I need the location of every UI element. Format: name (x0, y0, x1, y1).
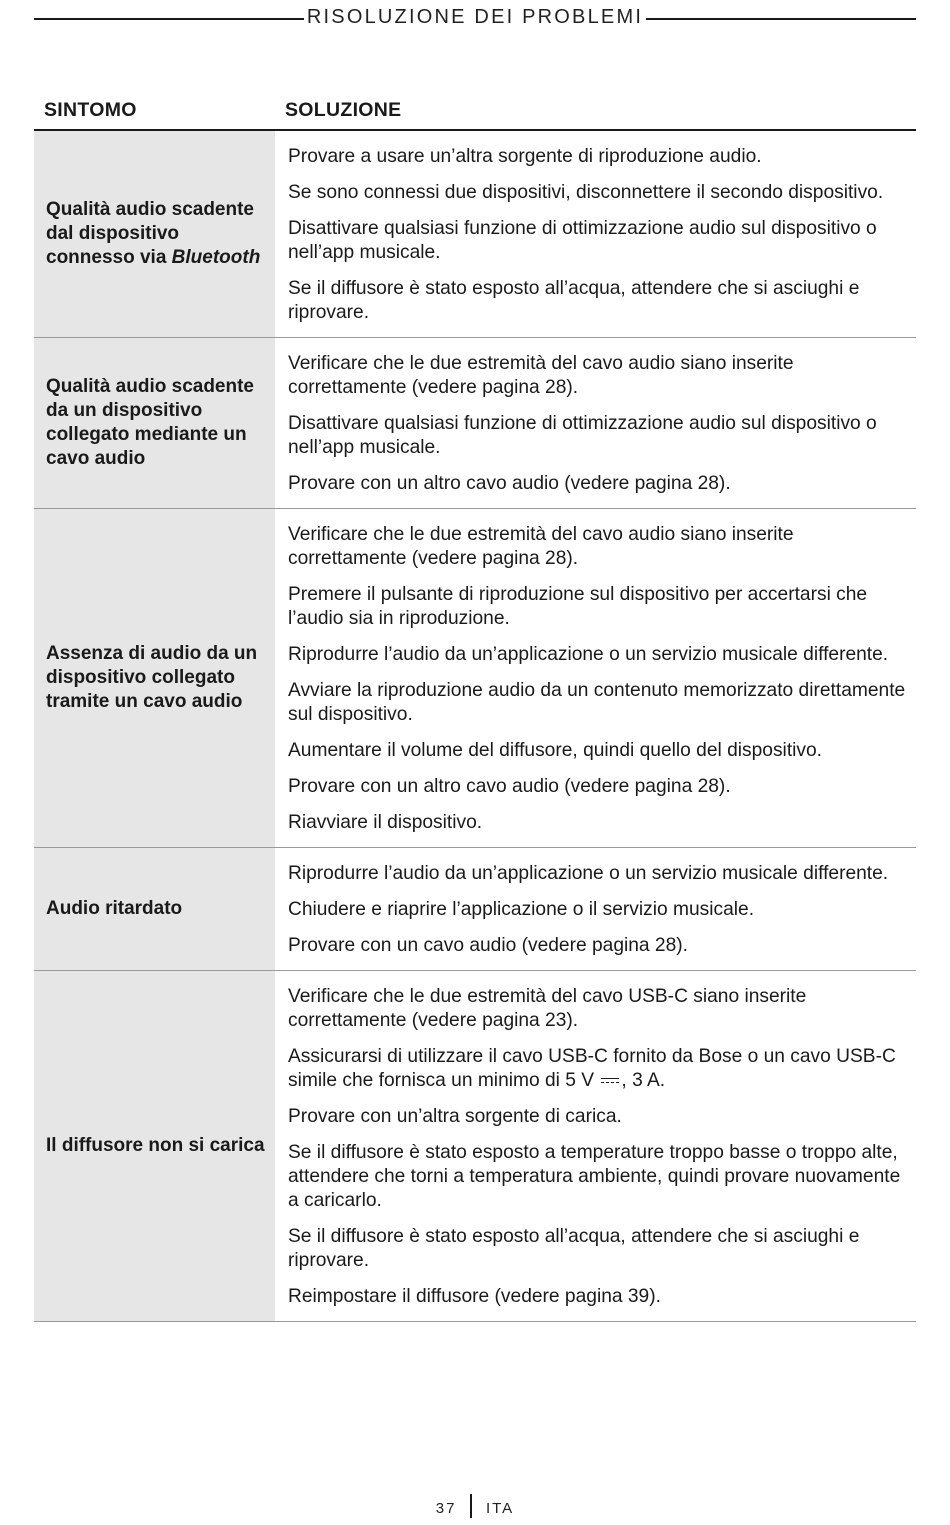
table-row (34, 509, 916, 848)
table-row (34, 971, 916, 1322)
solution-item: Verificare che le due estremità del cavo USB-C siano inserite correttamente (vedere pagina 23). (288, 986, 807, 1031)
solution-item: Se il diffusore è stato esposto all’acqua, attendere che si asciughi e riprovare. (288, 1226, 860, 1271)
solution-item: Verificare che le due estremità del cavo audio siano inserite correttamente (vedere pagina 28). (288, 353, 794, 398)
column-header-symptom: SINTOMO (44, 99, 137, 121)
solution-item-suffix: , 3 A. (621, 1070, 666, 1091)
solution-item-text: Assicurarsi di utilizzare il cavo USB-C fornito da Bose o un cavo USB-C simile che fornisca un minimo di 5 V (288, 1046, 896, 1091)
solution-item: Disattivare qualsiasi funzione di ottimizzazione audio sul dispositivo o nell’app musicale. (288, 413, 877, 458)
solution-item: Verificare che le due estremità del cavo audio siano inserite correttamente (vedere pagina 28). (288, 524, 794, 569)
symptom-cell (34, 848, 275, 970)
solution-item: Provare con un altro cavo audio (vedere pagina 28). (288, 776, 731, 797)
symptom-text: Qualità audio scadente da un dispositivo collegato mediante un cavo audio (46, 376, 254, 469)
solution-item: Premere il pulsante di riproduzione sul dispositivo per accertarsi che l’audio sia in riproduzione. (288, 584, 868, 629)
column-header-solution: SOLUZIONE (285, 99, 402, 121)
solution-cell (275, 338, 916, 508)
header-rule-right (646, 18, 916, 20)
troubleshooting-table (34, 95, 916, 1322)
solution-item: Riprodurre l’audio da un’applicazione o un servizio musicale differente. (288, 644, 889, 665)
symptom-text-italic: Bluetooth (171, 247, 261, 268)
dc-current-icon (600, 1076, 620, 1086)
solution-cell (275, 848, 916, 970)
section-header (34, 0, 916, 38)
solution-cell (275, 509, 916, 847)
section-title: RISOLUZIONE DEI PROBLEMI (306, 6, 644, 28)
table-header (34, 95, 916, 131)
table-row (34, 338, 916, 509)
symptom-text: Il diffusore non si carica (46, 1135, 265, 1156)
symptom-cell (34, 131, 275, 337)
solution-item: Provare con un’altra sorgente di carica. (288, 1106, 622, 1127)
page-number: 37 (435, 1499, 457, 1517)
symptom-text: Assenza di audio da un dispositivo collegato tramite un cavo audio (46, 643, 258, 712)
page-footer (0, 1497, 950, 1521)
solution-item: Avviare la riproduzione audio da un contenuto memorizzato direttamente sul dispositivo. (288, 680, 906, 725)
solution-item: Riavviare il dispositivo. (288, 812, 483, 833)
symptom-cell (34, 971, 275, 1321)
footer-separator (470, 1494, 472, 1518)
solution-item: Provare a usare un’altra sorgente di riproduzione audio. (288, 146, 762, 167)
solution-item (288, 1045, 906, 1093)
solution-item: Se sono connessi due dispositivi, disconnettere il secondo dispositivo. (288, 182, 884, 203)
symptom-text: Qualità audio scadente dal dispositivo connesso via (46, 199, 254, 268)
table-row (34, 848, 916, 971)
symptom-cell (34, 338, 275, 508)
solution-item: Se il diffusore è stato esposto a temperature troppo basse o troppo alte, attendere che torni a temperatura ambiente, quindi provare nuovamente a caricarlo. (288, 1142, 901, 1211)
solution-item: Se il diffusore è stato esposto all’acqua, attendere che si asciughi e riprovare. (288, 278, 860, 323)
solution-cell (275, 131, 916, 337)
solution-item: Disattivare qualsiasi funzione di ottimizzazione audio sul dispositivo o nell’app musicale. (288, 218, 877, 263)
table-row (34, 131, 916, 338)
solution-item: Chiudere e riaprire l’applicazione o il servizio musicale. (288, 899, 755, 920)
solution-item: Reimpostare il diffusore (vedere pagina 39). (288, 1286, 661, 1307)
solution-item: Provare con un altro cavo audio (vedere pagina 28). (288, 473, 731, 494)
language-code: ITA (485, 1499, 515, 1517)
symptom-cell (34, 509, 275, 847)
symptom-text: Audio ritardato (46, 898, 183, 919)
solution-item: Riprodurre l’audio da un’applicazione o un servizio musicale differente. (288, 863, 889, 884)
solution-cell (275, 971, 916, 1321)
solution-item: Aumentare il volume del diffusore, quindi quello del dispositivo. (288, 740, 823, 761)
solution-item: Provare con un cavo audio (vedere pagina 28). (288, 935, 688, 956)
